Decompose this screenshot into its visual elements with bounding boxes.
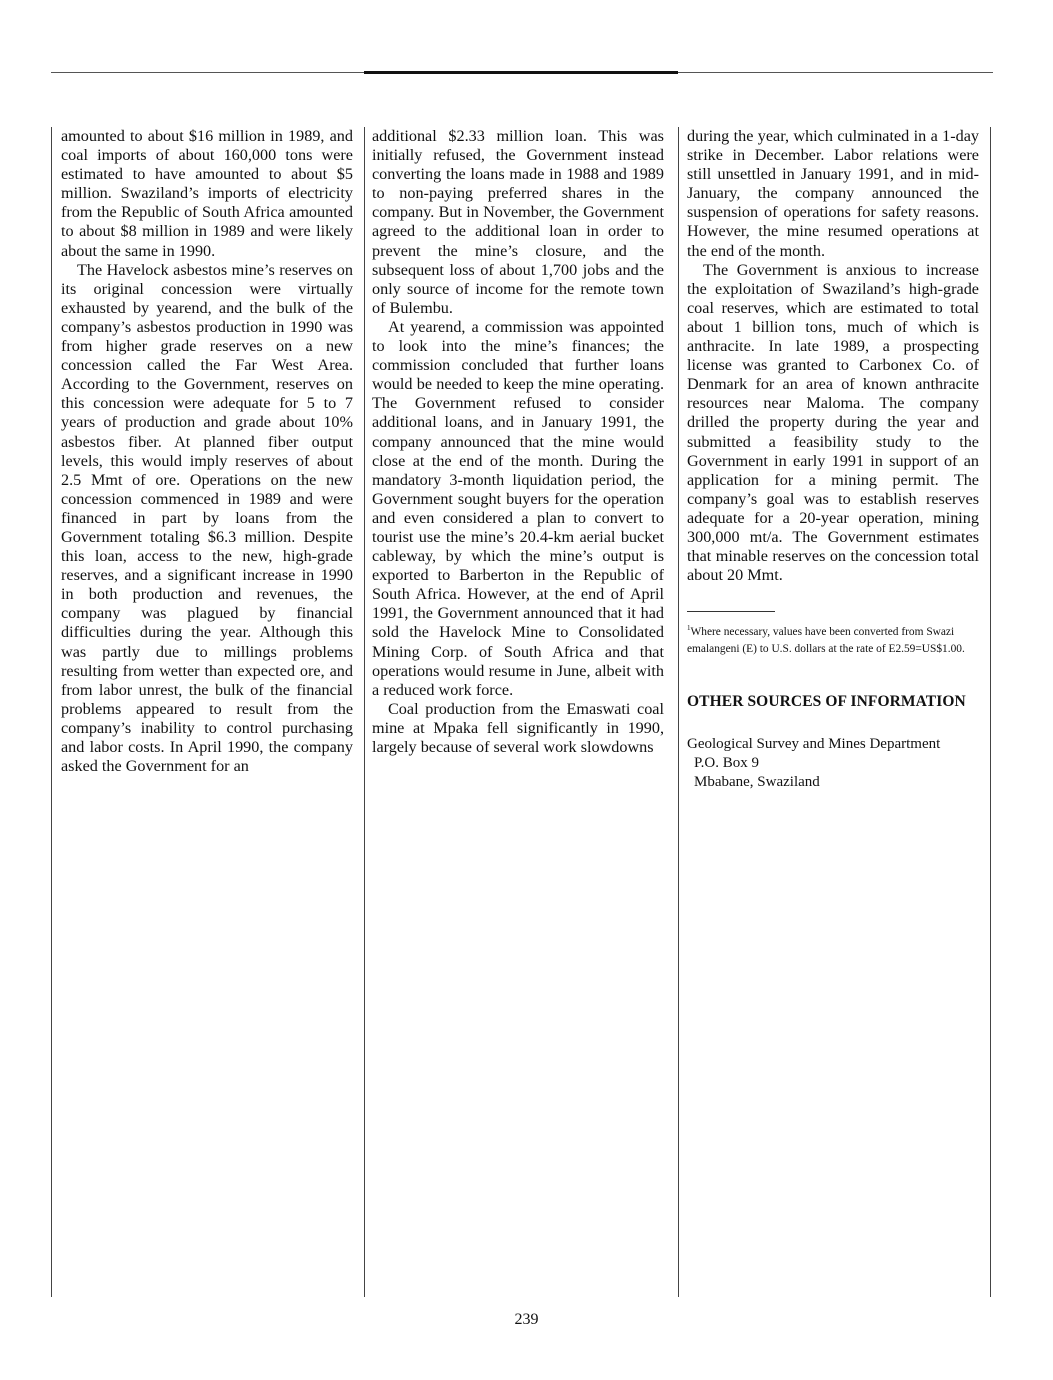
text-column-2 xyxy=(372,127,664,757)
column-divider-2 xyxy=(678,127,679,1297)
section-heading: OTHER SOURCES OF INFORMATION xyxy=(687,693,966,711)
footnote-rule xyxy=(687,611,775,612)
column-divider-1 xyxy=(364,127,365,1297)
paragraph: during the year, which culminated in a 1-day strike in December. Labor relations were still unsettled in January 1991, and in mid-January, the company announced the suspension of operations for safety reasons. However, the mine resumed operations at the end of the month. xyxy=(687,127,979,260)
paragraph: At yearend, a commission was appointed to look into the mine’s finances; the commission concluded that further loans would be needed to keep the mine operating. The Government refused to consider additional loans, and in January 1991, the company announced that the mine would close at the end of the month. During the mandatory 3-month liquidation period, the Government sought buyers for the operation and even considered a plan to convert to tourist use the mine’s 20.4-km aerial bucket cableway, by which the mine’s output is exported to Barberton in the Republic of South Africa. However, at the end of April 1991, the Government announced that it had sold the Havelock Mine to Consolidated Mining Corp. of South Africa and that operations would resume in June, albeit with a reduced work force. xyxy=(372,317,664,699)
address-line: P.O. Box 9 xyxy=(694,755,760,772)
paragraph: amounted to about $16 million in 1989, and coal imports of about 160,000 tons were estimated to have amounted to about $5 million. Swaziland’s imports of electricity from the Republic of South Africa amounted to about $8 million in 1989 and were likely about the same in 1990. xyxy=(61,127,353,260)
paragraph: additional $2.33 million loan. This was initially refused, the Government instead converting the loans made in 1988 and 1989 to non-paying preferred shares in the company. But in November, the Government agreed to the additional loan in order to prevent the mine’s closure, and the subsequent loss of about 1,700 jobs and the only source of income for the remote town of Bulembu. xyxy=(372,127,664,317)
address-block xyxy=(687,735,979,792)
paragraph: The Government is anxious to increase the exploitation of Swaziland’s high-grade coal reserves, which are estimated to total about 1 billion tons, much of which is anthracite. In late 1989, a prospecting license was granted to Carbonex Co. of Denmark for an area of known anthracite resources near Maloma. The company drilled the property during the year and submitted a feasibility study to the Government in early 1991 in support of an application for a mining permit. The company’s goal was to establish reserves adequate for a 20-year operation, mining 300,000 mt/a. The Government estimates that minable reserves on the concession total about 20 Mmt. xyxy=(687,260,979,585)
footnote-text: Where necessary, values have been converted from Swazi emalangeni (E) to U.S. dollars at the rate of E2.59=US$1.00. xyxy=(687,626,965,656)
header-rule-thick xyxy=(364,71,678,74)
address-line: Mbabane, Swaziland xyxy=(694,774,820,791)
column-divider-left xyxy=(51,127,52,1297)
address-line: Geological Survey and Mines Department xyxy=(687,736,941,753)
column-divider-right xyxy=(990,127,991,1297)
text-column-1 xyxy=(61,127,353,776)
footnote xyxy=(687,624,979,658)
text-column-3 xyxy=(687,127,979,792)
paragraph: Coal production from the Emaswati coal mine at Mpaka fell significantly in 1990, largely because of several work slowdowns xyxy=(372,699,664,756)
footnote-marker: 1 xyxy=(687,624,691,633)
paragraph: The Havelock asbestos mine’s reserves on its original concession were virtually exhausted by yearend, and the bulk of the company’s asbestos production in 1990 was from higher grade reserves on a new concession called the Far West Area. According to the Government, reserves on this concession were adequate for 5 to 7 years of production and grade about 10% asbestos fiber. At planned fiber output levels, this would imply reserves of about 2.5 Mmt of ore. Operations on the new concession commenced in 1989 and were financed in part by loans from the Government totaling $6.3 million. Despite this loan, access to the new, high-grade reserves, and a significant increase in 1990 in both production and revenues, the company was plagued by financial difficulties during the year. Although this was partly due to millings problems resulting from wetter than expected ore, and from labor unrest, the bulk of the financial problems appeared to result from the company’s inability to control purchasing and labor costs. In April 1990, the company asked the Government for an xyxy=(61,260,353,776)
page-number: 239 xyxy=(514,1311,539,1328)
